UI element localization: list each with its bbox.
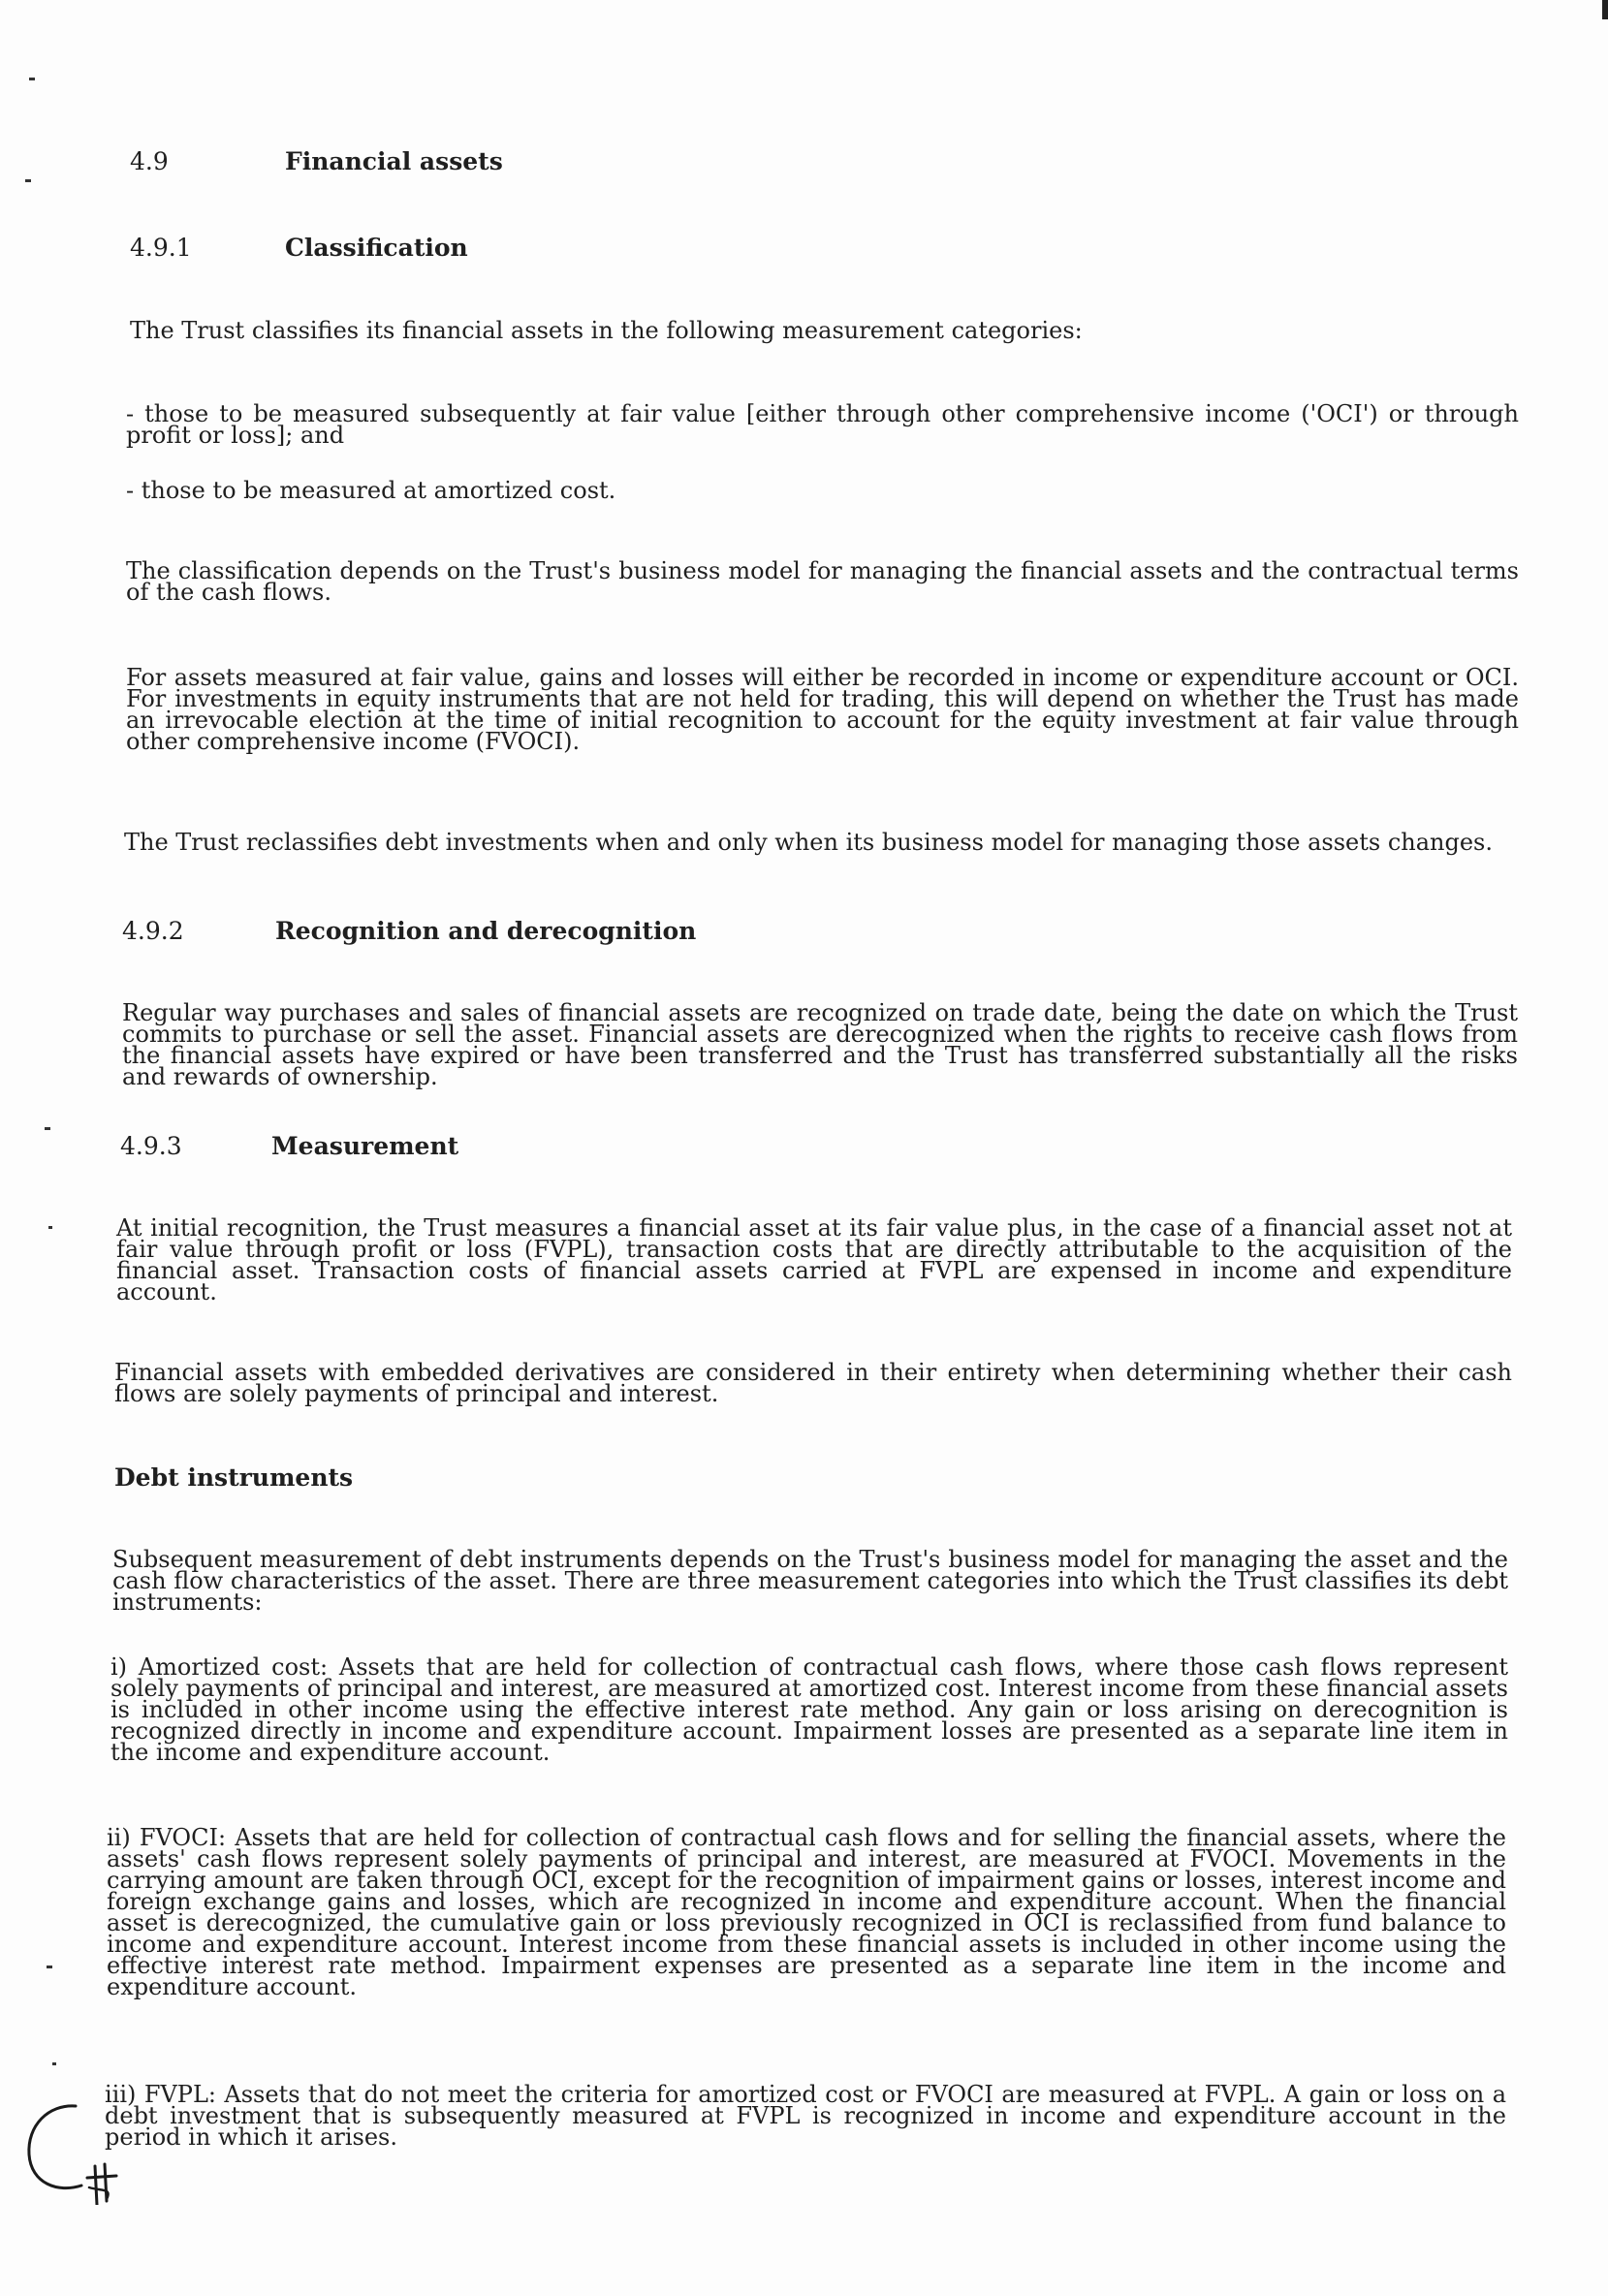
paragraph: The classification depends on the Trust's business model for managing the financial assets and the contractual terms of the cash flows. xyxy=(126,557,1519,606)
scan-speck xyxy=(29,78,35,80)
scan-speck xyxy=(47,1966,52,1968)
paragraph: Subsequent measurement of debt instruments depends on the Trust's business model for managing the asset and the cash flow characteristics of the asset. There are three measurement categories into which the Trust classifies its debt instruments: xyxy=(112,1546,1508,1616)
scan-edge-mark xyxy=(1602,0,1608,19)
list-item: - those to be measured at amortized cost. xyxy=(126,477,616,504)
paragraph: For assets measured at fair value, gains and losses will either be recorded in income or expenditure account or OCI. For investments in equity instruments that are not held for trading, this will depend on whether the Trust has made an irrevocable election at the time of initial recognition to account for the equity investment at fair value through other comprehensive income (FVOCI). xyxy=(126,664,1519,755)
list-item: - those to be measured subsequently at fair value [either through other comprehensive income ('OCI') or through profit or loss]; and xyxy=(126,400,1519,449)
paragraph: ii) FVOCI: Assets that are held for collection of contractual cash flows and for selling the financial assets, where the assets' cash flows represent solely payments of principal and interest, are measured at FVOCI. Movements in the carrying amount are taken through OCI, except for the recognition of impairment gains or losses, interest income and foreign exchange gains and losses, which are recognized in income and expenditure account. When the financial asset is derecognized, the cumulative gain or loss previously recognized in OCI is reclassified from fund balance to income and expenditure account. Interest income from these financial assets is included in other income using the effective interest rate method. Impairment expenses are presented as a separate line item in the income and expenditure account. xyxy=(107,1824,1506,2000)
section-heading xyxy=(130,147,615,176)
paragraph: i) Amortized cost: Assets that are held for collection of contractual cash flows, where those cash flows represent solely payments of principal and interest, are measured at amortized cost. Interest income from these financial assets is included in other income using the effective interest rate method. Any gain or loss arising on derecognition is recognized directly in income and expenditure account. Impairment losses are presented as a separate line item in the income and expenditure account. xyxy=(110,1653,1508,1766)
subsection-title: Recognition and derecognition xyxy=(275,917,697,945)
subsection-heading-measurement xyxy=(120,1132,702,1161)
paragraph: The Trust classifies its financial assets in the following measurement categories: xyxy=(130,317,1083,344)
subsection-title: Measurement xyxy=(271,1132,459,1160)
subsection-heading-classification xyxy=(130,234,615,263)
paragraph: Regular way purchases and sales of financial assets are recognized on trade date, being the date on which the Trust commits to purchase or sell the asset. Financial assets are derecognized when the rights to receive cash flows from the financial assets have expired or have been transferred and the Trust has transferred substantially all the risks and rewards of ownership. xyxy=(122,999,1518,1090)
subsection-number: 4.9.1 xyxy=(130,234,192,262)
debt-instruments-heading: Debt instruments xyxy=(114,1463,354,1492)
scan-speck xyxy=(48,1226,52,1229)
scan-speck xyxy=(45,1127,50,1130)
paragraph: iii) FVPL: Assets that do not meet the criteria for amortized cost or FVOCI are measured at FVPL. A gain or loss on a debt investment that is subsequently measured at FVPL is recognized in income and expenditure account in the period in which it arises. xyxy=(105,2081,1506,2151)
subsection-heading-recognition xyxy=(122,917,801,946)
subsection-title: Classification xyxy=(285,234,468,262)
paragraph: At initial recognition, the Trust measures a financial asset at its fair value plus, in the case of a financial asset not at fair value through profit or loss (FVPL), transaction costs that are directly attributable to the acquisition of the financial asset. Transaction costs of financial assets carried at FVPL are expensed in income and expenditure account. xyxy=(116,1214,1512,1305)
paragraph: Financial assets with embedded derivatives are considered in their entirety when determining whether their cash flows are solely payments of principal and interest. xyxy=(114,1359,1512,1407)
scan-speck xyxy=(52,2062,56,2065)
subsection-number: 4.9.2 xyxy=(122,917,184,945)
paragraph: The Trust reclassifies debt investments when and only when its business model for managing those assets changes. xyxy=(124,829,1494,856)
section-number: 4.9 xyxy=(130,147,169,175)
scan-speck xyxy=(25,179,31,182)
section-title: Financial assets xyxy=(285,147,503,175)
subsection-number: 4.9.3 xyxy=(120,1132,182,1160)
handwritten-signature xyxy=(19,2098,136,2205)
